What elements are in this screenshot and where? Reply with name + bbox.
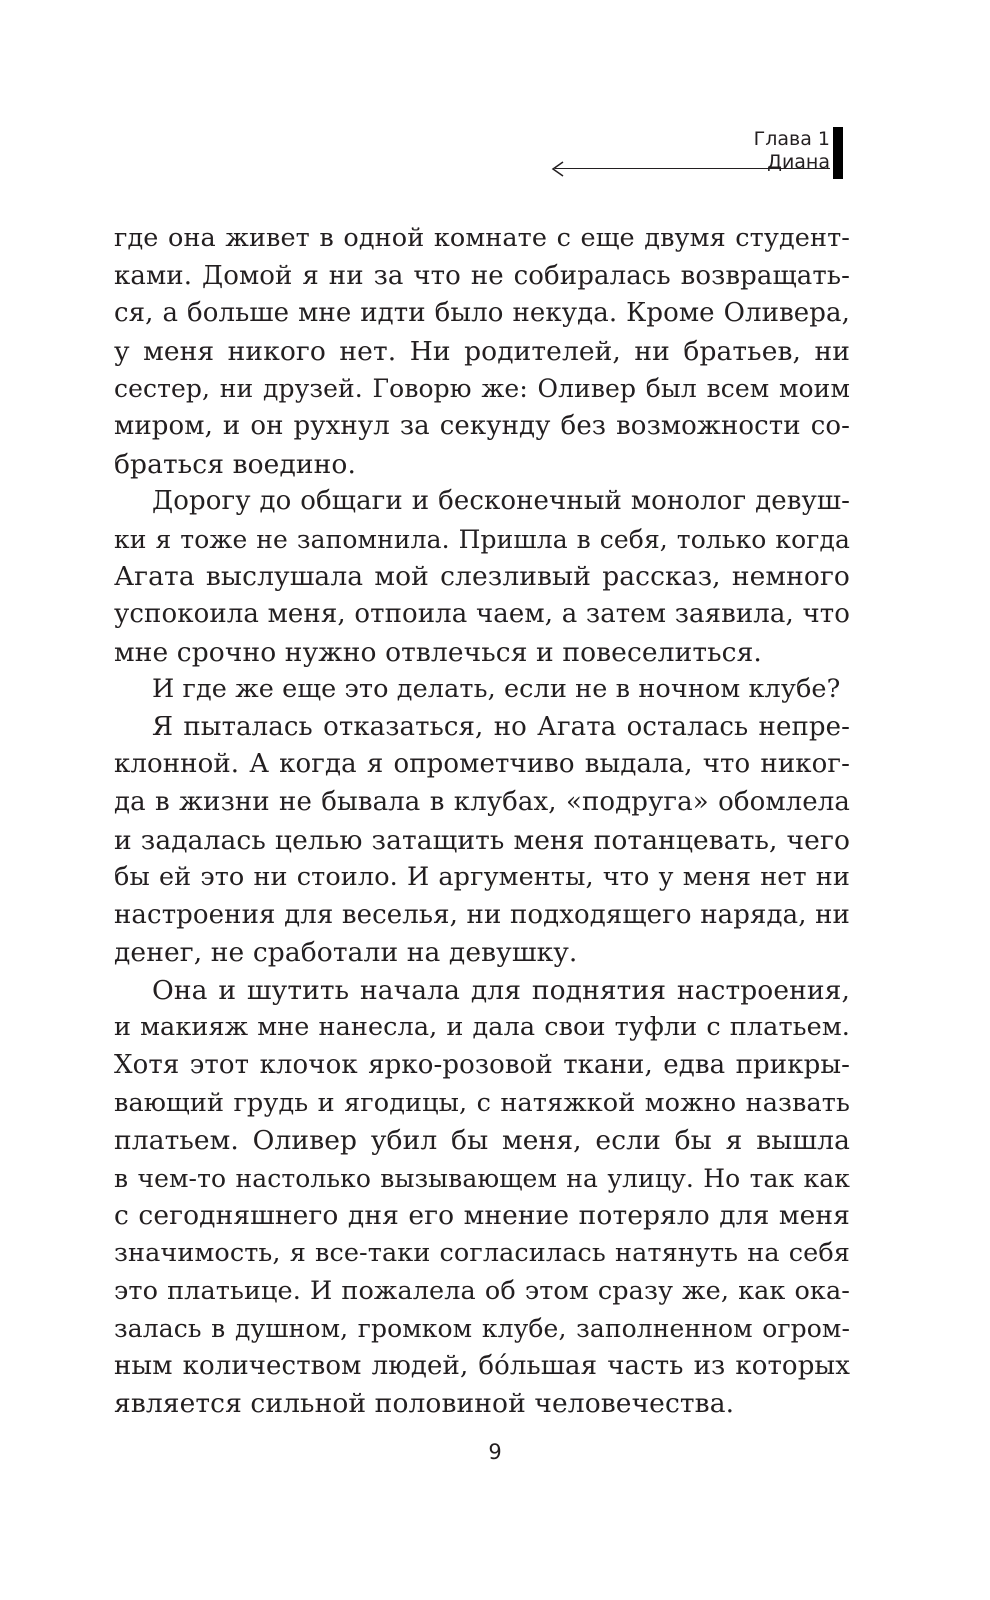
paragraph [114, 709, 850, 972]
text-line: и макияж мне нанесла, и дала свои туфли с платьем. [114, 1012, 850, 1043]
text-line: платьем. Оливер убил бы меня, если бы я вышла [114, 1125, 850, 1157]
text-line: является сильной половиной человечества. [114, 1388, 735, 1420]
text-line: значимость, я все-таки согласилась натянуть на себя [114, 1238, 850, 1269]
header-arrow-icon [551, 160, 569, 178]
text-line: ки я тоже не запомнила. Пришла в себя, только когда [114, 524, 850, 554]
text-line: миром, и он рухнул за секунду без возможности со- [114, 410, 850, 441]
paragraph [114, 483, 850, 671]
text-line: залась в душном, громком клубе, заполненном огром- [114, 1314, 850, 1344]
text-line: ками. Домой я ни за что не собиралась возвращать- [114, 260, 850, 291]
header-bar [833, 127, 843, 179]
text-line: у меня никого нет. Ни родителей, ни братьев, ни [114, 335, 850, 367]
text-line: бы ей это ни стоило. И аргументы, что у меня нет ни [114, 862, 850, 893]
page-number: 9 [488, 1440, 502, 1464]
text-line: браться воедино. [114, 448, 356, 480]
text-line: Я пыталась отказаться, но Агата осталась непре- [152, 711, 850, 742]
paragraph [114, 220, 850, 483]
text-line: в чем-то настолько вызывающем на улицу. Но так как [114, 1163, 850, 1193]
text-line: вающий грудь и ягодицы, с натяжкой можно назвать [114, 1087, 850, 1118]
text-line: Она и шутить начала для поднятия настроения, [152, 974, 850, 1006]
text-line: ным количеством людей, бóльшая часть из которых [114, 1350, 850, 1381]
header-rule [555, 168, 830, 169]
text-line: с сегодняшнего дня его мнение потеряло для меня [114, 1200, 850, 1232]
text-line: мне срочно нужно отвлечься и повеселиться. [114, 636, 762, 668]
text-line: да в жизни не бывала в клубах, «подруга» обомлела [114, 786, 850, 817]
text-line: ся, а больше мне идти было некуда. Кроме Оливера, [114, 298, 850, 329]
text-line: денег, не сработали на девушку. [114, 937, 578, 969]
text-line: клонной. А когда я опрометчиво выдала, что никог- [114, 749, 850, 780]
text-line: и задалась целью затащить меня потанцевать, чего [114, 824, 850, 856]
paragraph [114, 671, 850, 709]
text-line: где она живет в одной комнате с еще двумя студент- [114, 223, 850, 253]
chapter-label: Глава 1 [753, 128, 830, 150]
text-line: Дорогу до общаги и бесконечный монолог девуш- [152, 486, 850, 517]
text-line: это платьице. И пожалела об этом сразу же, как ока- [114, 1275, 850, 1306]
text-line: сестер, ни друзей. Говорю же: Оливер был всем моим [114, 374, 850, 404]
paragraph [114, 972, 850, 1423]
body-text [114, 220, 850, 1423]
section-label: Диана [767, 151, 830, 173]
text-line: Агата выслушала мой слезливый рассказ, немного [114, 561, 850, 593]
text-line: Хотя этот клочок ярко-розовой ткани, едва прикры- [114, 1050, 850, 1081]
text-line: настроения для веселья, ни подходящего наряда, ни [114, 899, 850, 930]
text-line: успокоила меня, отпоила чаем, а затем заявила, что [114, 598, 850, 629]
text-line: И где же еще это делать, если не в ночном клубе? [152, 674, 841, 705]
